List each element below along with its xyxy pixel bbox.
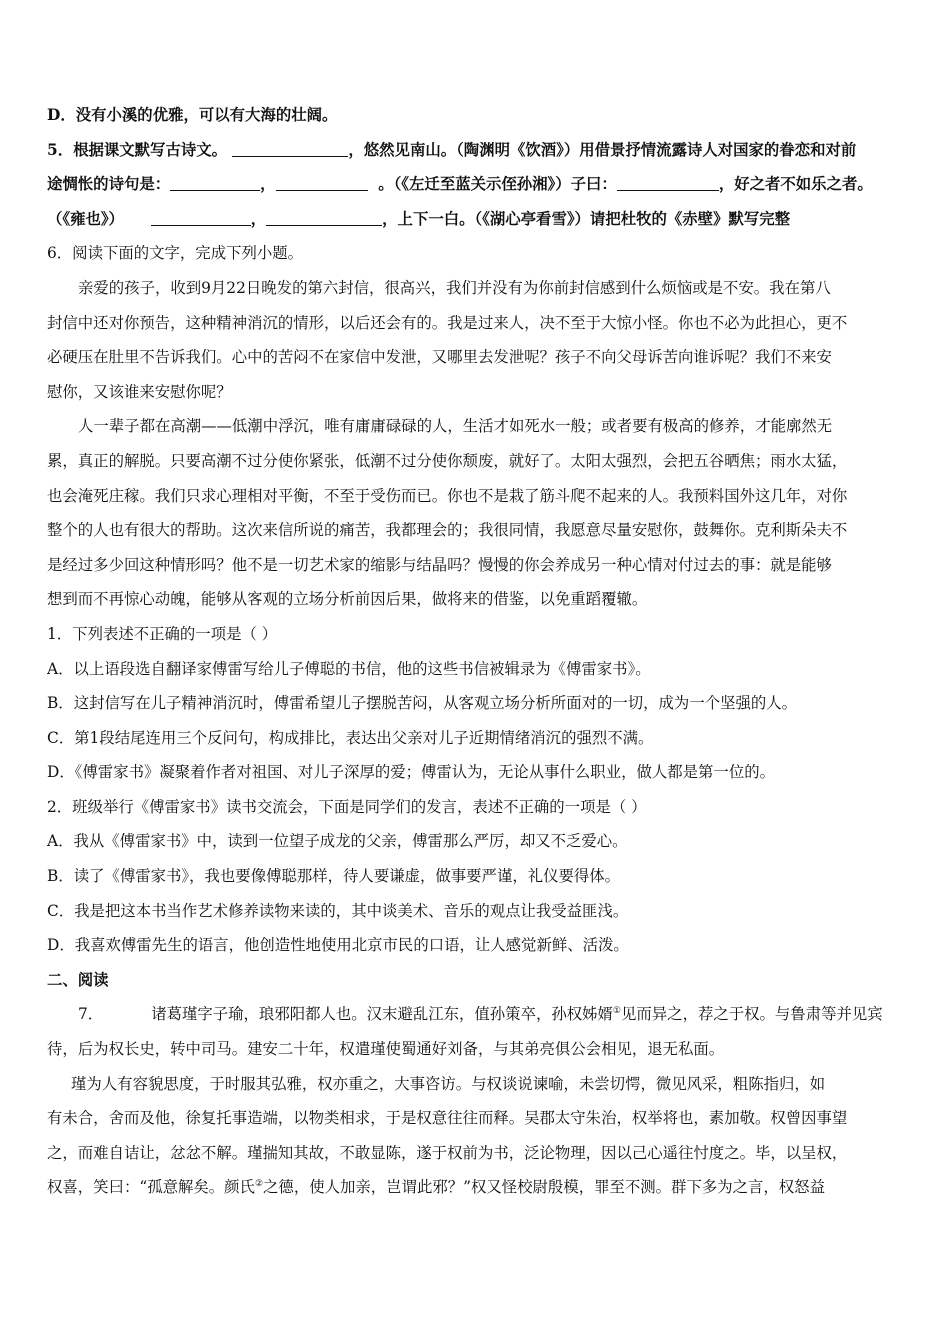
- fill-blank[interactable]: [276, 172, 368, 191]
- fill-blank[interactable]: [617, 172, 719, 191]
- sub-question-2-option-c[interactable]: C．我是把这本书当作艺术修养读物来读的，其中谈美术、音乐的观点让我受益匪浅。: [47, 901, 629, 920]
- footnote-marker: ②: [254, 1179, 264, 1190]
- sub-question-2-option-d[interactable]: D．我喜欢傅雷先生的语言，他创造性地使用北京市民的口语，让人感觉新鲜、活泼。: [47, 936, 629, 955]
- fill-blank[interactable]: [266, 207, 382, 226]
- passage-7-line: 权喜，笑曰：“孤意解矣。颜氏②之德，使人加亲，岂谓此邪？”权又怪校尉殷模，罪至不测。群下多为之言，权怒益: [47, 1178, 825, 1197]
- sub-question-2-stem: 2．班级举行《傅雷家书》读书交流会，下面是同学们的发言，表述不正确的一项是（ ）: [47, 797, 647, 816]
- passage-7-line: 待，后为权长史，转中司马。建安二十年，权遣瑾使蜀通好刘备，与其弟亮俱公会相见，退无私面。: [47, 1040, 725, 1059]
- passage-7-line: 瑾为人有容貌思度，于时服其弘雅，权亦重之，大事咨访。与权谈说谏喻，未尝切愕，微见风采，粗陈指归，如: [71, 1074, 826, 1093]
- letter-paragraph-1-line: 必硬压在肚里不告诉我们。心中的苦闷不在家信中发泄，又哪里去发泄呢？孩子不向父母诉苦向谁诉呢？我们不来安: [47, 348, 832, 367]
- letter-paragraph-2-line: 想到而不再惊心动魄，能够从客观的立场分析前因后果，做将来的借鉴，以免重蹈覆辙。: [47, 590, 648, 609]
- letter-paragraph-2-line: 是经过多少回这种情形吗？他不是一切艺术家的缩影与结晶吗？慢慢的你会养成另一种心情对付过去的事：就是能够: [47, 555, 832, 574]
- passage-7-line: 7． 诸葛瑾字子瑜，琅邪阳都人也。汉末避乱江东，值孙策卒，孙权姊婿①见而异之，荐之于权。与鲁肃等并见宾: [78, 1005, 883, 1024]
- q6-intro: 6．阅读下面的文字，完成下列小题。: [47, 244, 304, 263]
- sub-question-1-option-a[interactable]: A．以上语段选自翻译家傅雷写给儿子傅聪的书信，他的这些书信被辑录为《傅雷家书》。: [47, 659, 651, 678]
- section-heading: 二、阅读: [47, 970, 109, 989]
- letter-paragraph-2-line: 整个的人也有很大的帮助。这次来信所说的痛苦，我都理会的；我很同情，我愿意尽量安慰你，鼓舞你。克利斯朵夫不: [47, 521, 848, 540]
- q5-stem: 5．根据课文默写古诗文。: [47, 140, 228, 159]
- letter-paragraph-1-line: 慰你，又该谁来安慰你呢？: [47, 382, 232, 401]
- question-number: 7．: [78, 1005, 104, 1024]
- sub-question-1-option-d[interactable]: D．《傅雷家书》凝聚着作者对祖国、对儿子深厚的爱；傅雷认为，无论从事什么职业，做人都是第一位的。: [47, 763, 775, 782]
- q5-line-1: 5．根据课文默写古诗文。 ，悠然见南山。（陶渊明《饮酒》）用借景抒情流露诗人对国家的眷恋和对前: [47, 133, 907, 168]
- footnote-marker: ①: [612, 1006, 621, 1017]
- sub-question-2-option-a[interactable]: A．我从《傅雷家书》中，读到一位望子成龙的父亲，傅雷那么严厉，却又不乏爱心。: [47, 832, 628, 851]
- q4-option-d: D．没有小溪的优雅，可以有大海的壮阔。: [47, 106, 338, 124]
- exam-page: [47, 98, 907, 1205]
- letter-paragraph-1-line: 封信中还对你预告，这种精神消沉的情形，以后还会有的。我是过来人，决不至于大惊小怪。你也不必为此担心，更不: [47, 313, 848, 332]
- passage-7-line: 有未合，舍而及他，徐复托事造端，以物类相求，于是权意往往而释。吴郡太守朱治，权举将也，素加敬。权曾因事望: [47, 1109, 848, 1128]
- sub-question-1-option-b[interactable]: B．这封信写在儿子精神消沉时，傅雷希望儿子摆脱苦闷，从客观立场分析所面对的一切，成为一个坚强的人。: [47, 694, 798, 713]
- q5-line-2: 途惆怅的诗句是： ， 。（《左迁至蓝关示侄孙湘》）子曰： ，好之者不如乐之者。: [47, 167, 907, 202]
- letter-paragraph-2-line: 人一辈子都在高潮——低潮中浮沉，唯有庸庸碌碌的人，生活才如死水一般；或者要有极高的修养，才能廓然无: [78, 417, 833, 436]
- fill-blank[interactable]: [151, 207, 251, 226]
- fill-blank[interactable]: [232, 138, 348, 157]
- letter-paragraph-1-line: 亲爱的孩子，收到9月22日晚发的第六封信，很高兴，我们并没有为你前封信感到什么烦恼或是不安。我在第八: [78, 278, 831, 297]
- fill-blank[interactable]: [170, 172, 260, 191]
- letter-paragraph-2-line: 累，真正的解脱。只要高潮不过分使你紧张，低潮不过分使你颓废，就好了。太阳太强烈，会把五谷晒焦；雨水太猛，: [47, 451, 848, 470]
- passage-7-line: 之，而难自诘让，忿忿不解。瑾揣知其故，不敢显陈，遂于权前为书，泛论物理，因以己心遥往忖度之。毕，以呈权，: [47, 1143, 848, 1162]
- sub-question-1-stem: 1．下列表述不正确的一项是（ ）: [47, 624, 278, 643]
- sub-question-1-option-c[interactable]: C．第1段结尾连用三个反问句，构成排比，表达出父亲对儿子近期情绪消沉的强烈不满。: [47, 728, 654, 747]
- q5-line-3: （《雍也》） ， ，上下一白。（《湖心亭看雪》）请把杜牧的《赤壁》默写完整: [47, 202, 907, 237]
- letter-paragraph-2-line: 也会淹死庄稼。我们只求心理相对平衡，不至于受伤而已。你也不是栽了筋斗爬不起来的人。我预料国外这几年，对你: [47, 486, 848, 505]
- sub-question-2-option-b[interactable]: B．读了《傅雷家书》，我也要像傅聪那样，待人要谦虚，做事要严谨，礼仪要得体。: [47, 867, 621, 886]
